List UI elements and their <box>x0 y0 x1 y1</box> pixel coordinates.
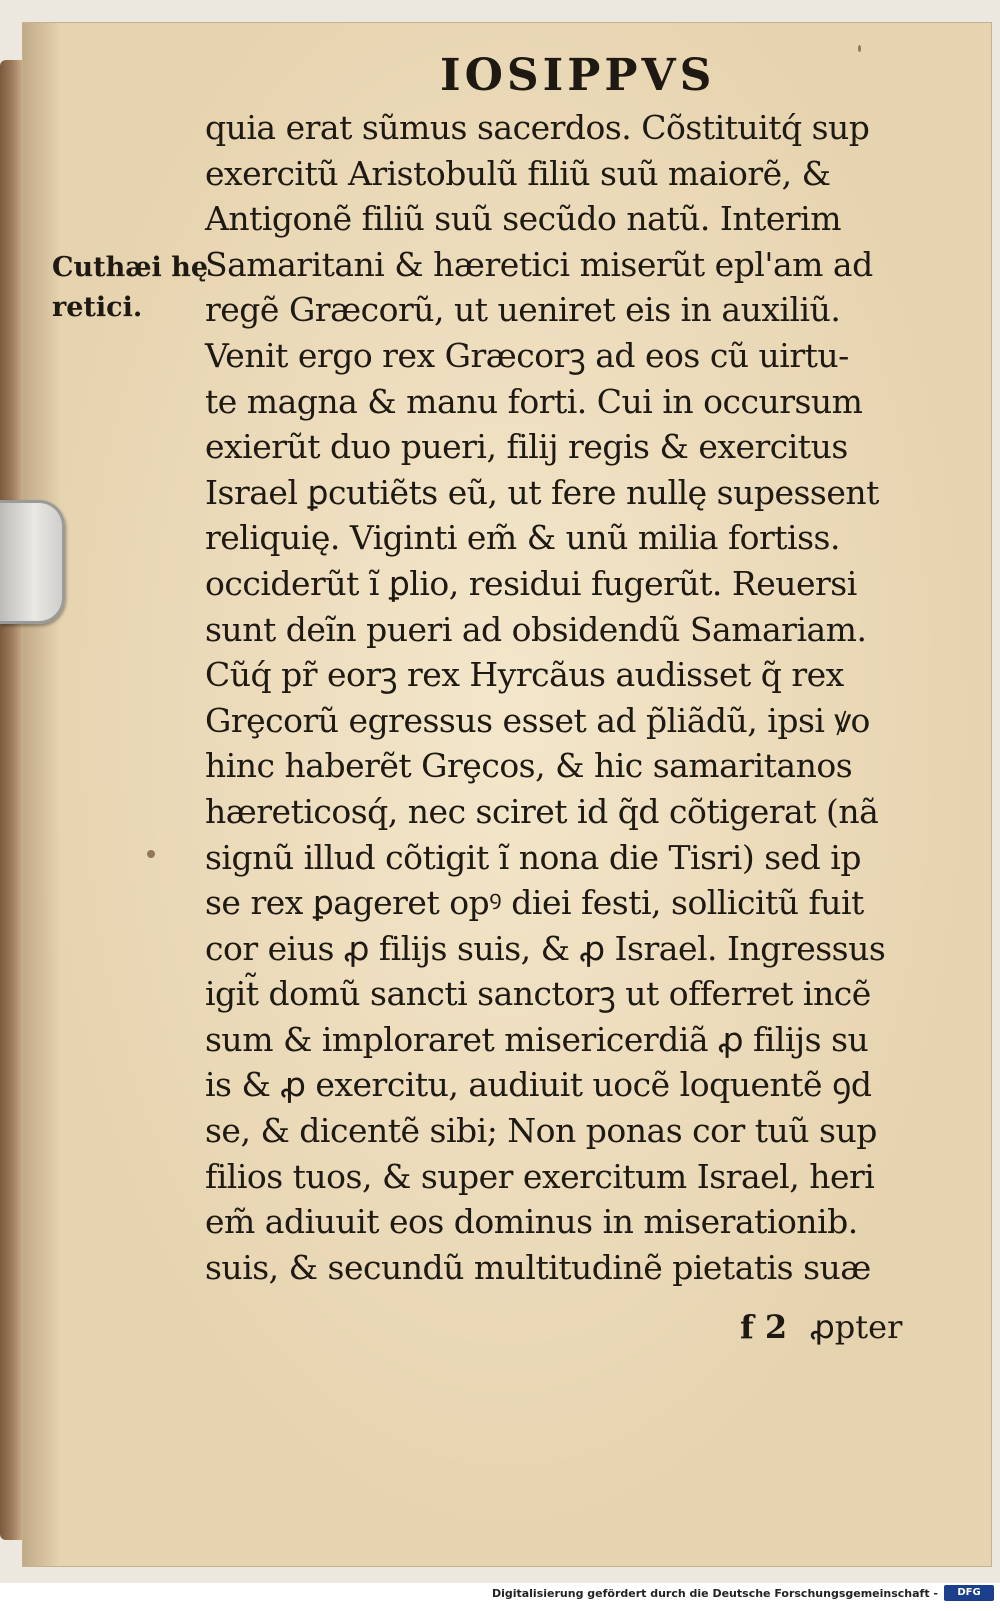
signature-mark: f 2 <box>740 1308 788 1346</box>
text-line: occiderũt ĩ ꝑlio, residui fugerũt. Reuersi <box>205 563 857 603</box>
text-line: hæreticosq́, nec sciret id q̃d cõtigerat (nã <box>205 791 879 831</box>
page-clip <box>0 500 65 624</box>
text-line: se rex ꝑageret opꝰ diei festi, sollicitũ fuit <box>205 883 864 923</box>
text-line: hinc haberẽt Grȩcos, & hic samaritanos <box>205 746 853 786</box>
margin-note-line: retici. <box>52 292 143 323</box>
text-line: signũ illud cõtigit ĩ nona die Tisri) sed ip <box>205 837 861 877</box>
running-head: IOSIPPVS <box>440 50 716 101</box>
text-line: Venit ergo rex Græcorꝫ ad eos cũ uirtu- <box>205 335 849 375</box>
text-line: se, & dicentẽ sibi; Non ponas cor tuũ sup <box>205 1111 877 1151</box>
paper-speck <box>858 45 861 52</box>
margin-note <box>52 248 212 328</box>
text-line: quia erat sũmus sacerdos. Cõstituitq́ sup <box>205 108 870 147</box>
text-line: suis, & secundũ multitudinẽ pietatis suæ <box>205 1247 871 1287</box>
body-text <box>205 105 935 1290</box>
catchword: ꝓpter <box>810 1308 903 1346</box>
text-line: sum & imploraret misericerdiã ꝓ filijs su <box>205 1019 869 1059</box>
margin-note-line: Cuthæi hę <box>52 252 209 283</box>
paper-speck <box>147 850 155 858</box>
text-line: Samaritani & hæretici miserũt epl'am ad <box>205 244 873 284</box>
text-line: reliquię. Viginti em̃ & unũ milia fortiss. <box>205 518 840 558</box>
text-line: Israel ꝑcutiẽts eũ, ut fere nullę supessent <box>205 472 879 512</box>
text-line: exierũt duo pueri, filij regis & exercitus <box>205 427 848 467</box>
text-line: Antigonẽ filiũ suũ secũdo natũ. Interim <box>205 199 842 239</box>
footer-credit: Digitalisierung gefördert durch die Deutsche Forschungsgemeinschaft - <box>491 1587 938 1600</box>
text-line: exercitũ Aristobulũ filiũ suũ maiorẽ, & <box>205 153 831 193</box>
text-line: em̃ adiuuit eos dominus in miserationib. <box>205 1202 858 1242</box>
text-line: cor eius ꝓ filijs suis, & ꝓ Israel. Ingressus <box>205 928 886 968</box>
text-line: te magna & manu forti. Cui in occursum <box>205 381 863 421</box>
text-line: filios tuos, & super exercitum Israel, heri <box>205 1156 875 1196</box>
text-line: Cũq́ pr̃ eorꝫ rex Hyrcãus audisset q̃ rex <box>205 655 844 695</box>
text-line: sunt deĩn pueri ad obsidendũ Samariam. <box>205 609 867 649</box>
text-line: regẽ Græcorũ, ut ueniret eis in auxiliũ. <box>205 290 841 330</box>
text-line: igit̃ domũ sancti sanctorꝫ ut offerret incẽ <box>205 974 871 1014</box>
dfg-logo: DFG <box>944 1585 994 1601</box>
text-line: is & ꝓ exercitu, audiuit uocẽ loquentẽ ꝯd <box>205 1065 872 1105</box>
text-line: Grȩcorũ egressus esset ad p̃liãdũ, ipsi ꝟo <box>205 700 870 740</box>
